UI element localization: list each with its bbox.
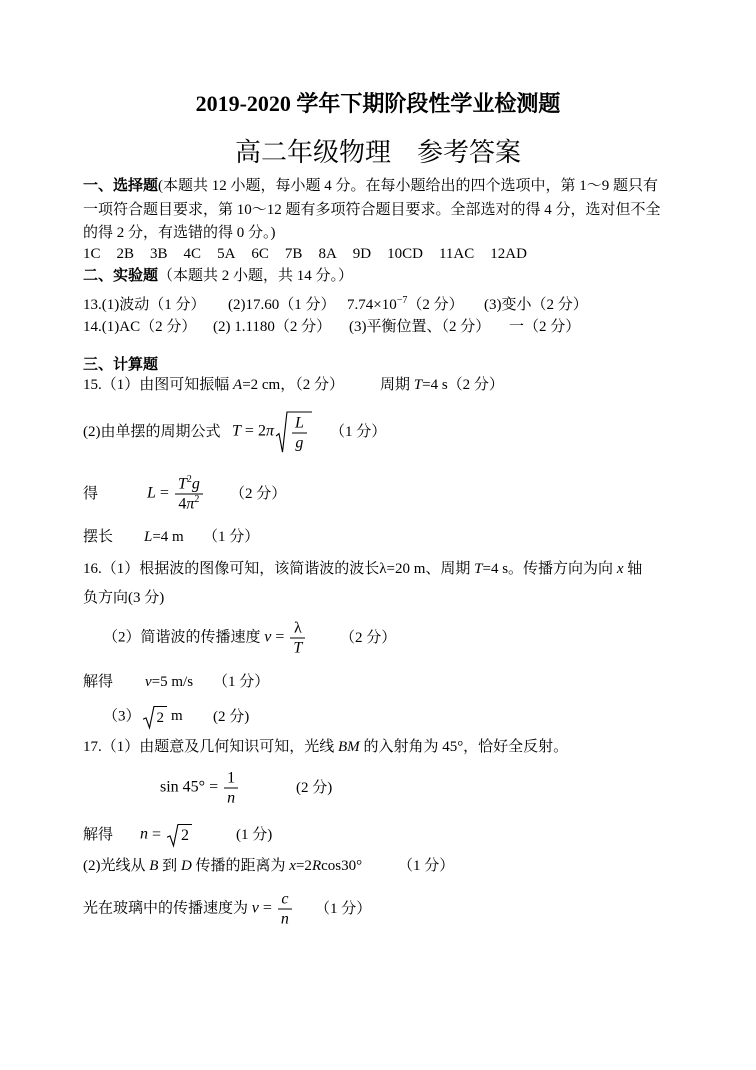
q17-part2-distance [83, 856, 362, 876]
formula-L: L [147, 484, 156, 502]
light-speed-score: （1 分） [315, 901, 372, 917]
document-title: 2019-2020 学年下期阶段性学业检测题 [195, 91, 561, 116]
symbol-D: D [180, 858, 192, 874]
q13-part1: 13.(1)波动（1 分） [83, 297, 206, 313]
q16-speed-formula [103, 619, 307, 658]
q16-line1-end: 轴 [623, 561, 643, 577]
symbol-T: T [474, 561, 483, 577]
q16-solve-result [145, 672, 193, 692]
radical-sign [167, 824, 178, 846]
section1-line2: 一项符合题目要求，第 10～12 题有多项符合题目要求。全部选对的得 4 分，选对但不全 [83, 202, 661, 218]
formula-equals: = [159, 484, 169, 502]
symbol-x: x [289, 858, 296, 874]
section1-heading: 一、选择题 [83, 178, 159, 194]
fraction-numerator [175, 475, 203, 495]
radical-sign [143, 706, 154, 728]
q16-part3-unit: m [171, 708, 183, 725]
answer-8: 8A [318, 246, 337, 262]
formula-v: v [251, 899, 259, 917]
symbol-B: B [149, 858, 159, 874]
q14-part3: (3)平衡位置、（2 分） [349, 319, 491, 335]
q16-speed-label: （2）简谐波的传播速度 [103, 629, 265, 646]
q17-sin-score: (2 分) [296, 780, 333, 796]
distance-cos: cos30° [321, 858, 363, 874]
wavelength-base: 7.74×10 [347, 297, 397, 313]
fraction-numerator: λ [290, 619, 305, 639]
q15-length-score: （1 分） [203, 529, 260, 545]
fraction-denominator: g [295, 434, 304, 452]
fraction-numerator: L [292, 414, 307, 434]
q14-part4: 一（2 分） [509, 319, 581, 335]
q17-line1 [83, 737, 568, 757]
symbol-L: L [144, 529, 153, 545]
q15-length-label: 摆长 [83, 529, 114, 545]
answer-11: 11AC [438, 246, 475, 262]
q15-part2-score: （1 分） [330, 424, 387, 440]
radicand: 2 [178, 824, 192, 846]
answer-7: 7B [284, 246, 303, 262]
formula-sin45: sin 45° = [160, 778, 219, 796]
q16-line2: 负方向(3 分) [83, 590, 165, 606]
denominator-pi: π [186, 495, 195, 513]
symbol-T: T [413, 377, 423, 393]
formula-coefficient: 2 [257, 422, 266, 440]
section2-header [83, 266, 353, 286]
fraction-lambda-over-T [290, 619, 305, 658]
q14-part1: 14.(1)AC（2 分） [83, 319, 197, 335]
q17-solve-result [140, 824, 192, 846]
q17-solve-score: (1 分) [236, 827, 273, 843]
formula-equals: = [244, 422, 254, 440]
choice-answers [83, 244, 527, 264]
symbol-n: n [140, 825, 148, 843]
answer-6: 6C [251, 246, 269, 262]
symbol-x: x [616, 561, 624, 577]
q14-part2: (2) 1.1180（2 分） [213, 319, 332, 335]
numerator-g: g [191, 475, 200, 493]
q15-amplitude [83, 375, 344, 395]
wavelength-exponent: −7 [396, 295, 408, 306]
formula-T: T [232, 422, 241, 440]
section2-note: （本题共 2 小题，共 14 分。） [158, 268, 354, 284]
fraction-numerator: 1 [224, 769, 238, 789]
q17-line1-end: 的入射角为 45°，恰好全反射。 [359, 739, 569, 755]
square-root [143, 706, 168, 728]
q15-amplitude-value: =2 cm，（2 分） [242, 377, 344, 393]
numerator-T: T [177, 475, 187, 493]
section3-heading-text: 三、计算题 [83, 357, 159, 373]
radicand [287, 412, 312, 453]
wavelength-score: （2 分） [407, 297, 464, 313]
q15-length-result [144, 527, 184, 547]
critical-angle-formula [160, 769, 240, 808]
radicand: 2 [154, 706, 168, 728]
q15-period-text: 周期 [380, 377, 414, 393]
pendulum-length-formula [147, 475, 205, 514]
section1-line1 [83, 176, 658, 196]
q15-period [380, 375, 504, 395]
q13-part2: (2)17.60（1 分） [228, 297, 336, 313]
fraction-denominator: n [280, 910, 289, 928]
q16-line1 [83, 559, 642, 579]
light-speed-formula [83, 890, 294, 929]
distance-coefficient: =2 [295, 858, 312, 874]
light-speed-label: 光在玻璃中的传播速度为 [83, 900, 252, 917]
section1-instructions: (本题共 12 小题，每小题 4 分。在每小题给出的四个选项中，第 1～9 题只有 [158, 178, 659, 194]
q16-part3-score: (2 分) [213, 709, 250, 725]
q17-part2-to: 到 [158, 858, 181, 874]
square-root [276, 412, 312, 453]
symbol-BM: BM [338, 739, 360, 755]
q15-part2-label: (2)由单摆的周期公式 [83, 424, 221, 440]
formula-v: v [264, 628, 272, 646]
answer-9: 9D [352, 246, 372, 262]
fraction-L-over-g [292, 414, 307, 453]
answer-12: 12AD [490, 246, 527, 262]
q16-solve-score: （1 分） [213, 674, 270, 690]
formula-equals: = [262, 899, 272, 917]
answer-3: 3B [150, 246, 168, 262]
q15-derive-label: 得 [83, 486, 99, 502]
q15-period-value: =4 s（2 分） [422, 377, 504, 393]
q16-solve-label: 解得 [83, 674, 114, 690]
symbol-A: A [233, 377, 243, 393]
q13-part3: (3)变小（2 分） [484, 297, 588, 313]
formula-pi: π [265, 422, 274, 440]
symbol-v: v [145, 674, 152, 690]
document-subtitle: 高二年级物理 参考答案 [234, 138, 521, 167]
denominator-exponent: 2 [194, 494, 200, 506]
fraction-T2g-over-4pi2 [175, 475, 203, 514]
q17-part2-score: （1 分） [398, 858, 455, 874]
q13-part2-wavelength [347, 295, 464, 315]
fraction-denominator: n [227, 789, 236, 807]
radical-sign [276, 412, 287, 453]
q16-speed-score: （2 分） [340, 630, 397, 646]
answer-1: 1C [83, 246, 101, 262]
q15-derive-score: （2 分） [230, 486, 287, 502]
symbol-R: R [311, 858, 322, 874]
fraction-denominator [175, 495, 203, 514]
q16-line1-text: 16.（1）根据波的图像可知，该简谐波的波长λ=20 m、周期 [83, 561, 475, 577]
formula-equals: = [275, 628, 285, 646]
fraction-numerator: c [278, 890, 292, 910]
section2-heading: 二、实验题 [83, 268, 159, 284]
answer-2: 2B [116, 246, 135, 262]
square-root [167, 824, 192, 846]
fraction-c-over-n [278, 890, 292, 929]
section3-heading [83, 355, 158, 375]
q17-solve-label: 解得 [83, 827, 114, 843]
fraction-denominator: T [293, 639, 303, 657]
q16-line1-mid: =4 s。传播方向为向 [482, 561, 617, 577]
fraction-1-over-n [224, 769, 238, 808]
section1-line3: 的得 2 分，有选错的得 0 分。) [83, 225, 276, 241]
q17-line1-text: 17.（1）由题意及几何知识可知，光线 [83, 739, 339, 755]
answer-10: 10CD [387, 246, 423, 262]
q17-part2-desc: 传播的距离为 [191, 858, 290, 874]
answer-5: 5A [217, 246, 236, 262]
q17-part2-text: (2)光线从 [83, 858, 150, 874]
q15-amplitude-text: 15.（1）由图可知振幅 [83, 377, 234, 393]
formula-equals: = [152, 825, 162, 843]
q16-part3 [103, 706, 183, 728]
answer-4: 4C [183, 246, 202, 262]
speed-value: =5 m/s [151, 674, 194, 690]
pendulum-period-formula [232, 412, 312, 453]
q16-part3-label: （3） [103, 708, 141, 725]
length-value: =4 m [152, 529, 184, 545]
numerator-exponent: 2 [186, 474, 192, 486]
denominator-coefficient: 4 [178, 495, 187, 513]
